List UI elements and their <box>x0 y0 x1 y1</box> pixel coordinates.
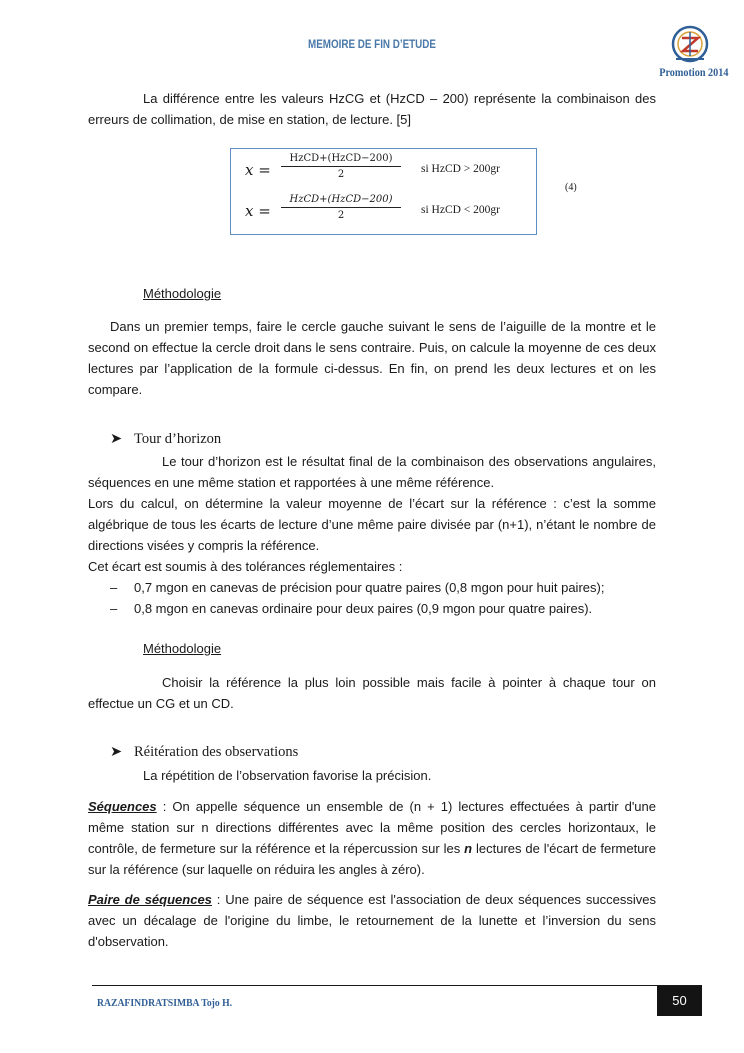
formula-numerator: HzCD+(HzCD−200) <box>281 194 401 208</box>
reiteration-heading <box>110 744 298 761</box>
formula-lhs: x = <box>245 161 271 179</box>
equation-number: (4) <box>565 182 577 193</box>
footer-divider <box>92 985 702 986</box>
formula-condition: si HzCD < 200gr <box>421 204 500 216</box>
formula-denominator: 2 <box>337 210 345 221</box>
paire-text: : Une paire de séquence est l'association de deux séquences successives avec un décalage de l'origine du limbe, le retournement de la lunette et l’inversion du sens d'observation. <box>88 892 656 949</box>
tour-horizon-title: Tour d’horizon <box>134 431 222 447</box>
list-item-text: 0,8 mgon en canevas ordinaire pour deux paires (0,9 mgon pour quatre paires). <box>134 601 593 616</box>
formula-condition: si HzCD > 200gr <box>421 163 500 175</box>
reiteration-paragraph: La répétition de l’observation favorise la précision. <box>143 768 432 783</box>
tour-horizon-heading <box>110 431 221 448</box>
methodology-heading: Méthodologie <box>143 641 222 656</box>
formula-fraction <box>281 194 401 221</box>
dash-bullet: – <box>110 580 118 595</box>
formula-numerator: HzCD+(HzCD−200) <box>281 153 401 167</box>
tour-paragraph-3: Cet écart est soumis à des tolérances réglementaires : <box>88 559 403 574</box>
formula-row <box>245 194 535 232</box>
sequences-text-b: lectures de l'écart de fermeture sur la référence (sur laquelle on réduira les angles à zéro). <box>88 841 656 877</box>
methodology-paragraph: Dans un premier temps, faire le cercle gauche suivant le sens de l’aiguille de la montre et le second on effectue la cercle droit dans le sens contraire. Puis, on calcule la moyenne de ces deux lectures par l’application de la formule ci-dessus. En fin, on prend les deux lectures et on les compare. <box>88 319 656 397</box>
paire-term: Paire de séquences <box>88 892 212 907</box>
formula-lhs: x = <box>245 202 271 220</box>
formula-row <box>245 153 535 191</box>
list-item <box>110 577 670 598</box>
header-title: MEMOIRE DE FIN D’ETUDE <box>308 37 436 51</box>
list-item <box>110 598 670 619</box>
sequences-n: n <box>464 841 473 856</box>
formula-fraction <box>281 153 401 180</box>
paire-paragraph <box>88 889 656 952</box>
sequences-paragraph <box>88 796 656 880</box>
arrow-bullet-icon: ➤ <box>110 431 123 447</box>
promotion-label: Promotion 2014 <box>658 65 728 79</box>
tolerance-list <box>110 577 670 619</box>
tour-paragraph-1: Le tour d’horizon est le résultat final de la combinaison des observations angulaires, séquences en une même station et rapportées à une même référence. <box>88 454 656 490</box>
arrow-bullet-icon: ➤ <box>110 744 123 760</box>
methodology-heading: Méthodologie <box>143 286 222 301</box>
methodology-paragraph: Choisir la référence la plus loin possible mais facile à pointer à chaque tour on effectue un CG et un CD. <box>88 675 656 711</box>
dash-bullet: – <box>110 601 118 616</box>
sequences-term: Séquences <box>88 799 157 814</box>
sequences-text-a: : On appelle séquence un ensemble de (n + 1) lectures effectuées à partir d'une même station sur n directions différentes avec la même position des cercles horizontaux, le contrôle, de fermeture sur la référence et la répercussion sur les <box>88 799 656 856</box>
tour-paragraph-2: Lors du calcul, on détermine la valeur moyenne de l’écart sur la référence : c’est la somme algébrique de tous les écarts de lecture d’une même paire divisée par (n+1), n’étant le nombre de directions visées y compris la référence. <box>88 496 656 553</box>
list-item-text: 0,7 mgon en canevas de précision pour quatre paires (0,8 mgon pour huit paires); <box>134 580 605 595</box>
intro-paragraph: La différence entre les valeurs HzCG et (HzCD – 200) représente la combinaison des erreurs de collimation, de mise en station, de lecture. [5] <box>88 91 656 127</box>
footer-author: RAZAFINDRATSIMBA Tojo H. <box>97 997 233 1009</box>
school-emblem-icon <box>668 24 712 64</box>
formula-box <box>230 148 537 235</box>
page-number: 50 <box>657 986 702 1016</box>
formula-denominator: 2 <box>337 169 345 180</box>
reiteration-title: Réitération des observations <box>134 744 299 760</box>
